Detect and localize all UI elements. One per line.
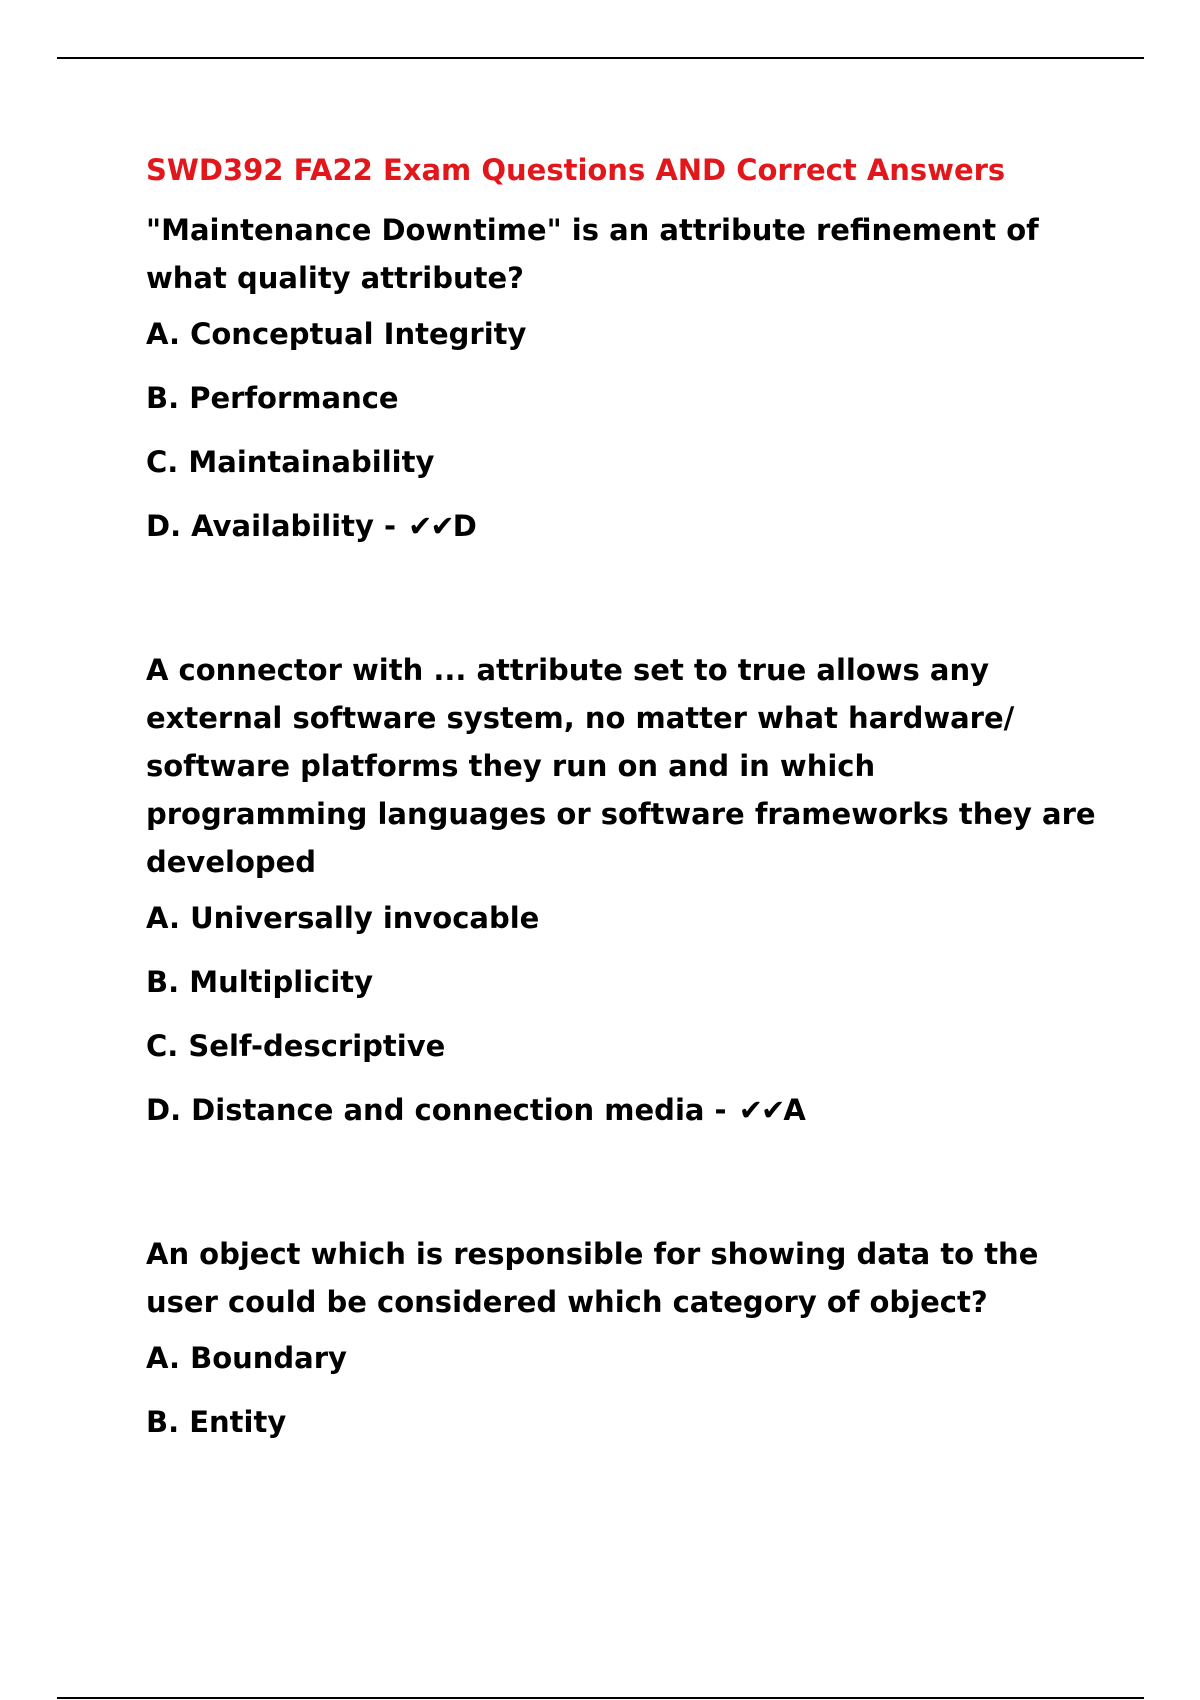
correct-answer: A xyxy=(783,1093,806,1127)
footer-rule xyxy=(57,1697,1144,1699)
option-d-text: D. Distance and connection media - xyxy=(146,1093,727,1127)
option-a: A. Conceptual Integrity xyxy=(146,317,527,351)
option-d-text: D. Availability - xyxy=(146,509,396,543)
question-1 xyxy=(146,206,1106,546)
question-2 xyxy=(146,646,1106,1130)
header-rule xyxy=(57,57,1144,59)
option-b: B. Entity xyxy=(146,1405,287,1439)
option-b: B. Multiplicity xyxy=(146,965,374,999)
option-d xyxy=(146,1090,1106,1130)
correct-answer: D xyxy=(452,509,477,543)
document-title: SWD392 FA22 Exam Questions AND Correct Answers xyxy=(146,153,1006,187)
question-3 xyxy=(146,1230,1106,1442)
checkmark-icon: ✔✔ xyxy=(408,509,453,543)
document-body xyxy=(146,150,1106,1466)
option-a: A. Boundary xyxy=(146,1341,347,1375)
option-a: A. Universally invocable xyxy=(146,901,540,935)
checkmark-icon: ✔✔ xyxy=(738,1093,784,1127)
question-text: A connector with ... attribute set to true allows any external software system, no matter what hardware/ software platforms they run on and in which programming languages or software frameworks they are developed xyxy=(146,653,1096,879)
option-b: B. Performance xyxy=(146,381,399,415)
option-c: C. Self-descriptive xyxy=(146,1029,446,1063)
option-c: C. Maintainability xyxy=(146,445,435,479)
option-d xyxy=(146,506,1106,546)
question-text: An object which is responsible for showing data to the user could be considered which category of object? xyxy=(146,1237,1039,1319)
question-text: "Maintenance Downtime" is an attribute refinement of what quality attribute? xyxy=(146,213,1039,295)
